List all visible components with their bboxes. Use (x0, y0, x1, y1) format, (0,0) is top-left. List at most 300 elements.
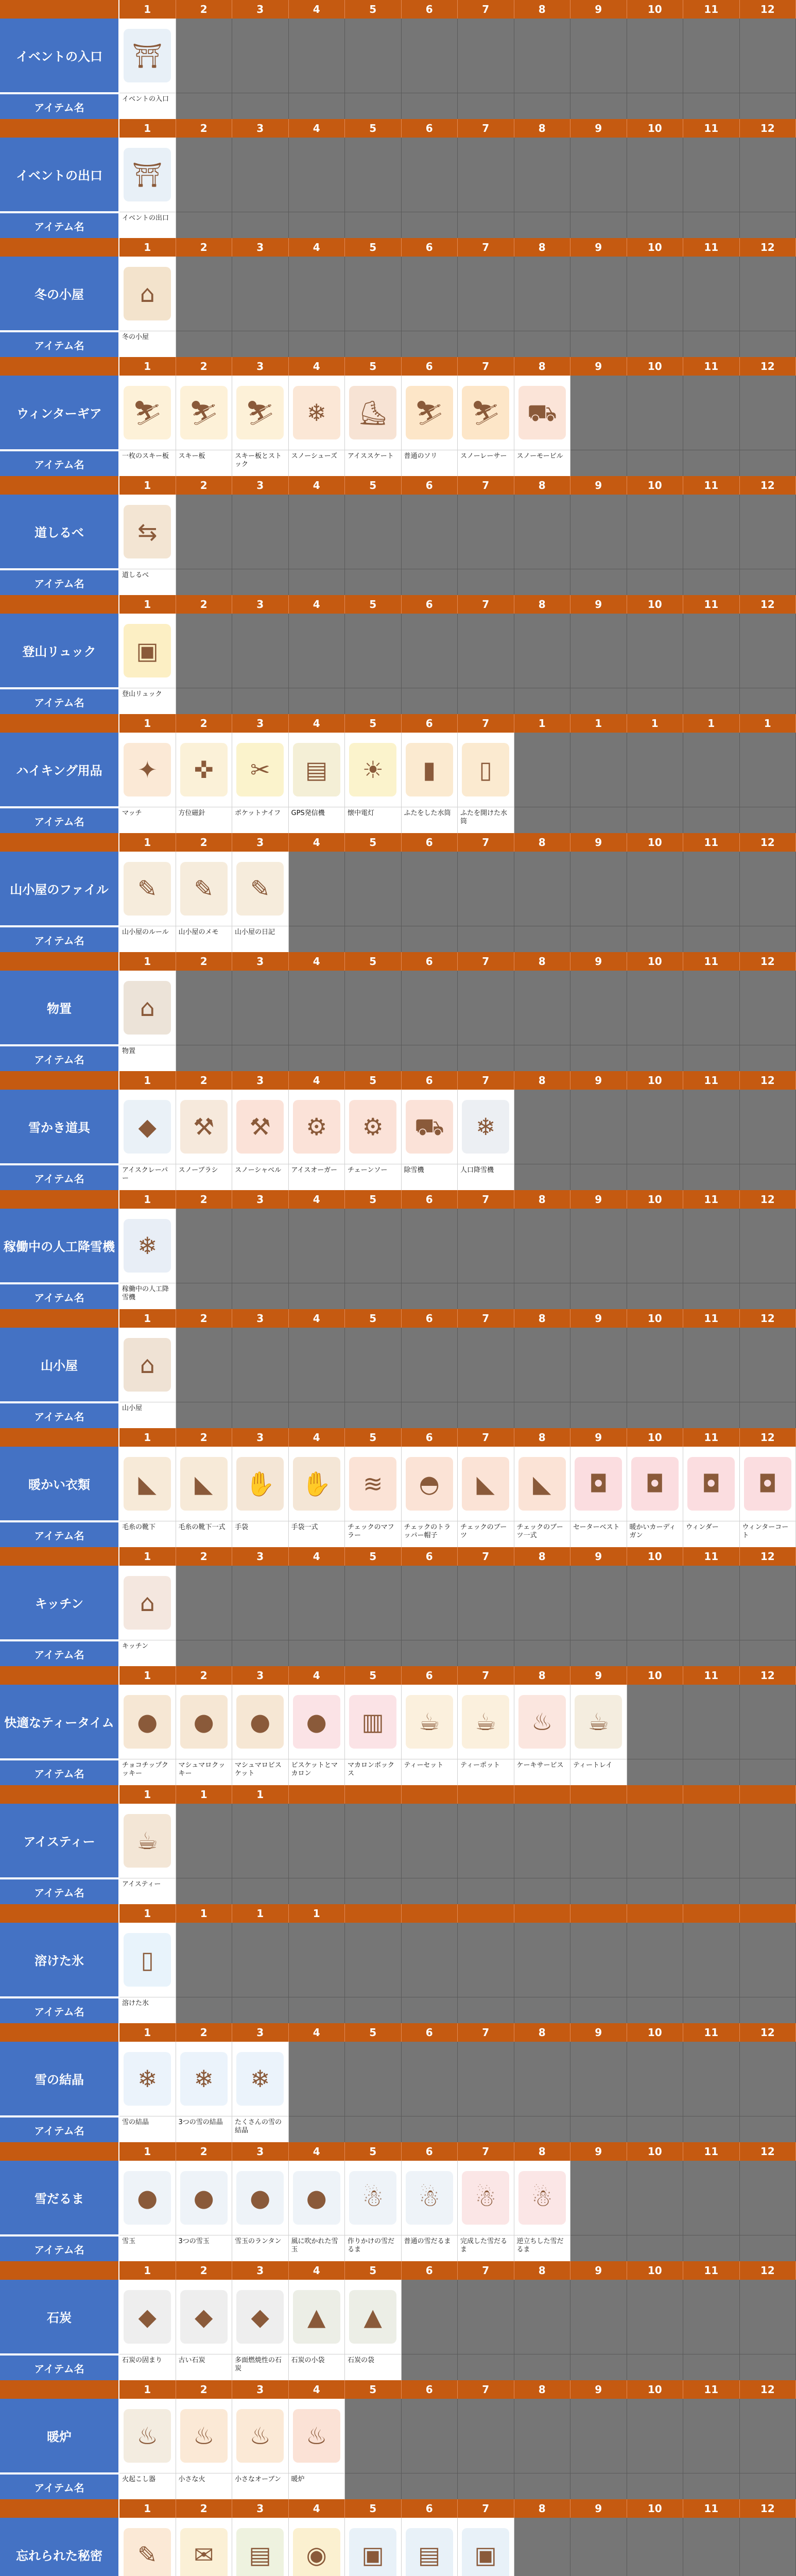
column-number: 7 (458, 1666, 514, 1685)
item-group (0, 833, 796, 952)
empty-cell (402, 257, 458, 331)
item-image-cell[interactable] (119, 2518, 176, 2576)
column-number: 8 (514, 1666, 571, 1685)
empty-cell (232, 1997, 289, 2023)
item-image-cell[interactable] (458, 1447, 514, 1521)
item-name-label: アイテム名 (0, 450, 119, 476)
column-number: 1 (232, 1785, 289, 1804)
column-number: 6 (402, 2499, 458, 2518)
item-image-cell[interactable] (570, 1447, 627, 1521)
winter-coat-icon: ◘ (744, 1457, 791, 1511)
item-image-cell[interactable] (683, 1447, 740, 1521)
item-name: 人口降雪機 (458, 1164, 514, 1190)
item-image-cell[interactable] (119, 19, 176, 93)
item-name-row (0, 2235, 796, 2261)
item-image-cell[interactable] (345, 376, 402, 450)
column-number: 3 (232, 238, 289, 257)
item-image-cell[interactable] (289, 2518, 345, 2576)
empty-cell (683, 1923, 740, 1997)
column-number: 5 (345, 0, 402, 19)
item-image-cell[interactable] (119, 1566, 176, 1640)
column-number: 6 (402, 357, 458, 376)
column-number (627, 1785, 684, 1804)
item-name: イベントの入口 (119, 93, 176, 119)
item-image-row (0, 1923, 796, 1997)
item-name: 小さな火 (176, 2473, 233, 2499)
column-number: 6 (402, 2023, 458, 2042)
empty-cell (627, 2116, 684, 2142)
item-name: ふたを開けた水筒 (458, 807, 514, 833)
empty-cell (289, 688, 345, 714)
header-corner (0, 2023, 119, 2042)
empty-cell (514, 138, 571, 212)
item-image-row (0, 733, 796, 807)
item-name: ウィンターコート (740, 1521, 796, 1547)
empty-cell (570, 1566, 627, 1640)
empty-cell (458, 93, 514, 119)
column-number: 7 (458, 1309, 514, 1328)
empty-cell (289, 495, 345, 569)
item-image-cell[interactable] (119, 1209, 176, 1283)
item-image-cell[interactable] (176, 1447, 233, 1521)
item-image-row (0, 1328, 796, 1402)
item-image-cell[interactable] (119, 376, 176, 450)
column-number: 7 (458, 476, 514, 495)
column-number: 9 (570, 2380, 627, 2399)
empty-cell (289, 569, 345, 595)
empty-cell (458, 257, 514, 331)
item-image-cell[interactable] (119, 1090, 176, 1164)
item-name: スキー板 (176, 450, 233, 476)
empty-cell (458, 688, 514, 714)
category-label: ウィンターギア (0, 376, 119, 450)
empty-cell (345, 1878, 402, 1904)
item-image-cell[interactable] (570, 1685, 627, 1759)
item-image-cell[interactable] (232, 2161, 289, 2235)
column-number: 9 (570, 2499, 627, 2518)
empty-cell (683, 1878, 740, 1904)
column-number: 6 (402, 1309, 458, 1328)
column-number: 6 (402, 1071, 458, 1090)
column-number: 1 (119, 595, 176, 614)
item-image-cell[interactable] (119, 2042, 176, 2116)
empty-cell (402, 2399, 458, 2473)
item-image-cell[interactable] (289, 733, 345, 807)
item-image-cell[interactable] (289, 1447, 345, 1521)
empty-cell (458, 2399, 514, 2473)
item-group (0, 119, 796, 238)
column-number: 1 (119, 833, 176, 852)
kitchen-icon: ⌂ (124, 1576, 171, 1630)
column-number: 12 (740, 833, 796, 852)
item-image-cell[interactable] (232, 1447, 289, 1521)
item-image-cell[interactable] (119, 852, 176, 926)
unfinished-snowman-icon: ☃ (349, 2171, 396, 2225)
item-image-cell[interactable] (514, 2161, 571, 2235)
item-image-row (0, 2518, 796, 2576)
snow-brush-icon: ⚒ (180, 1100, 228, 1154)
empty-cell (570, 1997, 627, 2023)
number-header-row (0, 833, 796, 852)
column-number (514, 1904, 571, 1923)
empty-cell (514, 807, 571, 833)
item-image-cell[interactable] (402, 1685, 458, 1759)
empty-cell (289, 2116, 345, 2142)
item-name: アイススケート (345, 450, 402, 476)
category-label: 溶けた氷 (0, 1923, 119, 1997)
empty-cell (570, 688, 627, 714)
column-number: 9 (570, 476, 627, 495)
item-image-cell[interactable] (176, 1090, 233, 1164)
item-image-cell[interactable] (402, 376, 458, 450)
cabin-diary-icon: ✎ (236, 862, 284, 916)
item-image-cell[interactable] (119, 257, 176, 331)
item-image-cell[interactable] (289, 1090, 345, 1164)
item-image-cell[interactable] (232, 2280, 289, 2354)
item-image-cell[interactable] (119, 733, 176, 807)
column-number: 3 (232, 833, 289, 852)
header-corner (0, 714, 119, 733)
item-name-row (0, 1045, 796, 1071)
empty-cell (345, 1566, 402, 1640)
item-group (0, 2142, 796, 2261)
item-name-label: アイテム名 (0, 1997, 119, 2023)
item-image-cell[interactable] (289, 2280, 345, 2354)
empty-cell (514, 495, 571, 569)
empty-cell (232, 1045, 289, 1071)
empty-cell (514, 1283, 571, 1309)
many-snowflakes-icon: ❄ (236, 2052, 284, 2106)
empty-cell (627, 2473, 684, 2499)
item-image-cell[interactable] (458, 376, 514, 450)
item-image-cell[interactable] (176, 2518, 233, 2576)
item-image-cell[interactable] (345, 2161, 402, 2235)
empty-cell (176, 614, 233, 688)
empty-cell (740, 138, 796, 212)
empty-cell (570, 2518, 627, 2576)
snowflake-icon: ❄ (124, 2052, 171, 2106)
item-group (0, 1428, 796, 1547)
item-image-cell[interactable] (289, 376, 345, 450)
item-image-cell[interactable] (232, 376, 289, 450)
empty-cell (345, 212, 402, 238)
empty-cell (627, 2235, 684, 2261)
number-header-row (0, 2380, 796, 2399)
empty-cell (458, 2473, 514, 2499)
empty-cell (740, 1209, 796, 1283)
empty-cell (514, 93, 571, 119)
item-image-cell[interactable] (402, 2518, 458, 2576)
empty-cell (740, 1640, 796, 1666)
item-image-row (0, 1209, 796, 1283)
teacup-icon: ☕ (406, 1695, 453, 1749)
item-image-cell[interactable] (119, 2280, 176, 2354)
empty-cell (627, 1283, 684, 1309)
empty-cell (627, 2161, 684, 2235)
column-number: 1 (570, 714, 627, 733)
empty-cell (402, 1283, 458, 1309)
item-name: スノーモービル (514, 450, 571, 476)
signpost-icon: ⇆ (124, 505, 171, 558)
empty-cell (683, 1759, 740, 1785)
column-number: 6 (402, 2261, 458, 2280)
item-name: 作りかけの雪だるま (345, 2235, 402, 2261)
item-name: 古い石炭 (176, 2354, 233, 2380)
column-number: 3 (232, 357, 289, 376)
column-number: 8 (514, 357, 571, 376)
item-image-cell[interactable] (119, 2161, 176, 2235)
empty-cell (402, 2042, 458, 2116)
item-image-cell[interactable] (119, 1685, 176, 1759)
empty-cell (514, 257, 571, 331)
empty-cell (740, 2280, 796, 2354)
item-image-cell[interactable] (458, 2518, 514, 2576)
item-image-cell[interactable] (176, 2399, 233, 2473)
item-image-cell[interactable] (740, 1447, 796, 1521)
empty-cell (289, 1328, 345, 1402)
column-number: 5 (345, 1190, 402, 1209)
empty-cell (627, 1090, 684, 1164)
column-number: 10 (627, 1071, 684, 1090)
empty-cell (683, 1997, 740, 2023)
item-image-cell[interactable] (514, 1447, 571, 1521)
item-image-cell[interactable] (176, 376, 233, 450)
item-image-cell[interactable] (289, 2161, 345, 2235)
item-image-cell[interactable] (119, 2399, 176, 2473)
column-number: 5 (345, 833, 402, 852)
item-name: 逆立ちした雪だるま (514, 2235, 571, 2261)
sweater-vest-icon: ◘ (575, 1457, 622, 1511)
item-name-label: アイテム名 (0, 688, 119, 714)
empty-cell (627, 614, 684, 688)
empty-cell (232, 138, 289, 212)
empty-cell (627, 807, 684, 833)
item-image-row (0, 614, 796, 688)
column-number: 2 (176, 357, 233, 376)
column-number (683, 1904, 740, 1923)
column-number: 3 (232, 119, 289, 138)
cabin-rules-icon: ✎ (124, 862, 171, 916)
glove-icon: ✋ (236, 1457, 284, 1511)
empty-cell (683, 1283, 740, 1309)
empty-cell (514, 1640, 571, 1666)
column-number: 8 (514, 2380, 571, 2399)
empty-cell (458, 2354, 514, 2380)
column-number: 3 (232, 1190, 289, 1209)
frozen-briefcase-icon: ▣ (349, 2528, 396, 2576)
item-image-cell[interactable] (402, 733, 458, 807)
empty-cell (570, 2042, 627, 2116)
item-image-cell[interactable] (232, 852, 289, 926)
item-name: 手袋 (232, 1521, 289, 1547)
empty-cell (289, 1878, 345, 1904)
column-number: 5 (345, 476, 402, 495)
empty-cell (570, 1283, 627, 1309)
column-number: 7 (458, 238, 514, 257)
column-number: 7 (458, 119, 514, 138)
item-group (0, 0, 796, 119)
empty-cell (627, 1804, 684, 1878)
gold-watch-icon: ◉ (293, 2528, 340, 2576)
empty-cell (176, 257, 233, 331)
item-name-row (0, 1759, 796, 1785)
empty-cell (627, 2399, 684, 2473)
column-number: 6 (402, 476, 458, 495)
item-image-cell[interactable] (176, 1685, 233, 1759)
item-name-label: アイテム名 (0, 212, 119, 238)
empty-cell (514, 212, 571, 238)
empty-cell (402, 19, 458, 93)
item-image-cell[interactable] (119, 495, 176, 569)
column-number: 12 (740, 2142, 796, 2161)
item-image-cell[interactable] (119, 1328, 176, 1402)
item-name: セーターベスト (570, 1521, 627, 1547)
column-number: 5 (345, 2499, 402, 2518)
column-number: 1 (119, 0, 176, 19)
column-number: 5 (345, 1309, 402, 1328)
skis-poles-icon: ⛷ (236, 386, 284, 439)
item-image-cell[interactable] (402, 1447, 458, 1521)
empty-cell (570, 1209, 627, 1283)
backpack-icon: ▣ (124, 624, 171, 677)
empty-cell (570, 331, 627, 357)
item-name: スノーシャベル (232, 1164, 289, 1190)
category-label: 暖炉 (0, 2399, 119, 2473)
number-header-row (0, 1428, 796, 1447)
item-image-cell[interactable] (345, 2518, 402, 2576)
iced-tea-icon: ☕ (124, 1814, 171, 1868)
empty-cell (458, 1209, 514, 1283)
item-image-cell[interactable] (232, 733, 289, 807)
empty-cell (683, 852, 740, 926)
snowman-icon: ☃ (406, 2171, 453, 2225)
item-image-cell[interactable] (176, 2042, 233, 2116)
item-image-cell[interactable] (514, 376, 571, 450)
empty-cell (740, 2399, 796, 2473)
column-number: 1 (176, 1904, 233, 1923)
empty-cell (514, 1090, 571, 1164)
empty-cell (683, 569, 740, 595)
empty-cell (176, 1328, 233, 1402)
item-image-cell[interactable] (345, 1685, 402, 1759)
column-number: 7 (458, 952, 514, 971)
item-image-cell[interactable] (176, 2280, 233, 2354)
item-image-cell[interactable] (232, 2518, 289, 2576)
empty-cell (289, 1402, 345, 1428)
item-image-cell[interactable] (458, 2161, 514, 2235)
empty-cell (176, 138, 233, 212)
column-number: 4 (289, 833, 345, 852)
column-number: 5 (345, 238, 402, 257)
item-image-cell[interactable] (232, 2399, 289, 2473)
item-image-cell[interactable] (289, 1685, 345, 1759)
column-number: 7 (458, 2142, 514, 2161)
column-number: 1 (683, 714, 740, 733)
item-image-cell[interactable] (119, 1923, 176, 1997)
item-group (0, 2261, 796, 2380)
item-image-cell[interactable] (119, 614, 176, 688)
item-name: アイスティー (119, 1878, 176, 1904)
empty-cell (514, 2399, 571, 2473)
item-image-cell[interactable] (402, 1090, 458, 1164)
column-number: 1 (119, 714, 176, 733)
item-image-cell[interactable] (514, 1685, 571, 1759)
item-name-label: アイテム名 (0, 2235, 119, 2261)
item-name: 道しるべ (119, 569, 176, 595)
item-image-cell[interactable] (627, 1447, 684, 1521)
empty-cell (514, 19, 571, 93)
item-image-cell[interactable] (176, 852, 233, 926)
item-image-cell[interactable] (402, 2161, 458, 2235)
column-number: 9 (570, 1547, 627, 1566)
item-image-cell[interactable] (119, 971, 176, 1045)
empty-cell (232, 495, 289, 569)
item-name: ポケットナイフ (232, 807, 289, 833)
item-image-cell[interactable] (345, 2280, 402, 2354)
empty-cell (514, 614, 571, 688)
item-image-cell[interactable] (289, 2399, 345, 2473)
empty-cell (458, 1045, 514, 1071)
column-number: 10 (627, 119, 684, 138)
item-image-cell[interactable] (232, 1090, 289, 1164)
coal-pile-icon: ◆ (236, 2290, 284, 2344)
empty-cell (570, 1045, 627, 1071)
item-name: 手袋一式 (289, 1521, 345, 1547)
empty-cell (176, 1402, 233, 1428)
empty-cell (570, 1804, 627, 1878)
item-image-row (0, 1566, 796, 1640)
item-group (0, 595, 796, 714)
item-image-cell[interactable] (345, 733, 402, 807)
empty-cell (683, 733, 740, 807)
item-image-cell[interactable] (458, 733, 514, 807)
column-number: 2 (176, 0, 233, 19)
empty-cell (627, 569, 684, 595)
column-number: 2 (176, 1071, 233, 1090)
category-label: 山小屋のファイル (0, 852, 119, 926)
item-name: チェックのブーツ (458, 1521, 514, 1547)
teapot-icon: ☕ (462, 1695, 509, 1749)
number-header-row (0, 595, 796, 614)
item-image-cell[interactable] (232, 1685, 289, 1759)
item-name: 雪玉 (119, 2235, 176, 2261)
item-image-cell[interactable] (119, 1804, 176, 1878)
column-number: 7 (458, 1071, 514, 1090)
item-image-cell[interactable] (119, 1447, 176, 1521)
finished-snowman-icon: ☃ (462, 2171, 509, 2225)
item-name-label: アイテム名 (0, 2354, 119, 2380)
empty-cell (458, 1923, 514, 1997)
item-group (0, 1309, 796, 1428)
item-image-cell[interactable] (119, 138, 176, 212)
empty-cell (402, 1566, 458, 1640)
item-image-cell[interactable] (345, 1447, 402, 1521)
item-image-cell[interactable] (176, 733, 233, 807)
item-image-cell[interactable] (176, 2161, 233, 2235)
item-image-cell[interactable] (345, 1090, 402, 1164)
item-image-cell[interactable] (232, 2042, 289, 2116)
item-image-cell[interactable] (458, 1090, 514, 1164)
item-image-row (0, 1804, 796, 1878)
column-number: 5 (345, 1071, 402, 1090)
item-name: 火起こし器 (119, 2473, 176, 2499)
item-name-row (0, 331, 796, 357)
column-number: 10 (627, 238, 684, 257)
column-number: 1 (119, 476, 176, 495)
empty-cell (740, 2042, 796, 2116)
empty-cell (514, 2518, 571, 2576)
item-image-cell[interactable] (458, 1685, 514, 1759)
